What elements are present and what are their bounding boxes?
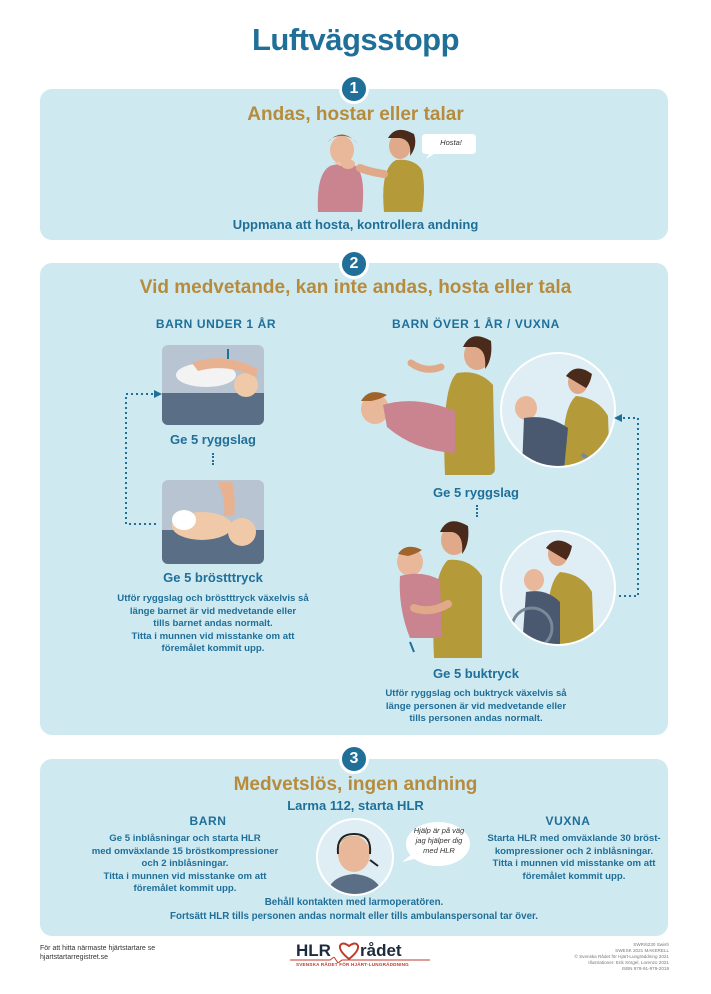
step3-footer-instructions [40, 896, 668, 924]
adult-cpr-instructions [476, 833, 672, 883]
footer-note-link[interactable]: hjartstartarregistret.se [40, 954, 109, 961]
logo-text-left: HLR [296, 941, 331, 960]
footer-note [40, 944, 155, 962]
dispatcher-illustration [316, 818, 394, 896]
dispatcher-speech [408, 826, 470, 856]
legal-line: Illustrationer: Erik Sörgel, Lorenzo 2021 [588, 960, 669, 965]
legal-line: © Svenska Rådet för Hjärt-Lungräddning 2021 [574, 954, 669, 959]
child-cpr-line: Ge 5 inblåsningar och starta HLR [109, 833, 261, 844]
adult-back-blows-illustration [345, 335, 495, 475]
adult-instruction-line: Utför ryggslag och buktryck växelvis så [385, 688, 567, 699]
speech-line: jag hjälper dig [415, 836, 463, 845]
step1-badge: 1 [339, 74, 369, 104]
infant-column-heading: BARN UNDER 1 ÅR [155, 317, 277, 331]
step3-footer-line: Fortsätt HLR tills personen andas normalt eller tills ambulanspersonal tar över. [169, 911, 539, 922]
adult-instructions [374, 688, 578, 726]
adult-cpr-heading: VUXNA [545, 814, 591, 828]
adult-back-blows-detail-circle [500, 352, 616, 468]
child-cpr-instructions [80, 833, 290, 896]
adult-cpr-line: Titta i munnen vid misstanke om att [492, 858, 656, 869]
infant-instruction-line: tills barnet andas normalt. [153, 618, 273, 629]
child-cpr-line: föremålet kommit upp. [133, 883, 237, 894]
child-cpr-line: med omväxlande 15 bröstkompressioner [91, 845, 279, 857]
infant-instruction-line: länge barnet är vid medvetande eller [129, 605, 297, 617]
infant-instructions [110, 593, 316, 656]
down-arrow-icon [212, 453, 214, 465]
logo-text-right: rådet [360, 941, 402, 960]
adult-cpr-line: Starta HLR med omväxlande 30 bröst- [487, 833, 661, 844]
adult-abdominal-thrusts-label: Ge 5 buktryck [433, 666, 519, 681]
step1-caption: Uppmana att hosta, kontrollera andning [232, 217, 479, 232]
adult-instruction-line: länge personen är vid medvetande eller [385, 700, 567, 712]
step3-subheading: Larma 112, starta HLR [287, 798, 424, 813]
infant-back-blows-illustration [162, 345, 264, 425]
adult-cpr-line: föremålet kommit upp. [522, 870, 626, 882]
adult-instruction-line: tills personen andas normalt. [409, 713, 543, 724]
adult-cpr-line: kompressioner och 2 inblåsningar. [494, 845, 654, 857]
infant-instruction-line: föremålet kommit upp. [161, 643, 265, 654]
page-title: Luftvägsstopp [251, 22, 460, 57]
infant-instruction-line: Titta i munnen vid misstanke om att [131, 630, 295, 642]
cycle-arrow-icon [612, 410, 646, 604]
step2-heading: Vid medvetande, kan inte andas, hosta eller tala [139, 277, 572, 298]
step2-badge: 2 [339, 249, 369, 279]
infant-chest-thrusts-illustration [162, 480, 264, 564]
step3-footer-line: Behåll kontakten med larmoperatören. [264, 897, 444, 908]
step1-heading: Andas, hostar eller talar [247, 104, 464, 125]
legal-line: SWESK 2021 MAKERELL [615, 948, 669, 953]
adult-abdominal-thrusts-detail-circle [500, 530, 616, 646]
adult-back-blows-label: Ge 5 ryggslag [433, 485, 519, 500]
adult-column-heading: BARN ÖVER 1 ÅR / VUXNA [392, 317, 560, 331]
footer-note-line: För att hitta närmaste hjärtstartare se [40, 945, 156, 952]
child-cpr-line: Titta i munnen vid misstanke om att [103, 870, 267, 882]
legal-info [574, 942, 669, 972]
adult-abdominal-thrusts-illustration [370, 518, 495, 658]
step3-heading: Medvetslös, ingen andning [233, 774, 478, 795]
infant-back-blows-label: Ge 5 ryggslag [170, 432, 256, 447]
speech-line: Hjälp är på väg [413, 826, 465, 835]
step3-badge: 3 [339, 744, 369, 774]
child-heading: BARN [189, 814, 227, 828]
hlr-radet-logo [290, 941, 430, 973]
speech-bubble-text: Hosta! [440, 138, 462, 147]
speech-line: med HLR [423, 846, 455, 855]
child-cpr-line: och 2 inblåsningar. [141, 858, 229, 869]
logo-subtitle: SVENSKA RÅDET FÖR HJÄRT-LUNGRÄDDNING [296, 962, 409, 967]
infant-chest-thrusts-label: Ge 5 bröstttryck [163, 570, 263, 585]
legal-line: SWR/6230 Swish [633, 942, 669, 947]
cycle-arrow-icon [118, 386, 168, 532]
down-arrow-icon [476, 505, 478, 517]
legal-line: ISBN 978-91-979-2019 [621, 966, 669, 971]
infant-instruction-line: Utför ryggslag och bröstttryck växelvis så [117, 593, 309, 604]
